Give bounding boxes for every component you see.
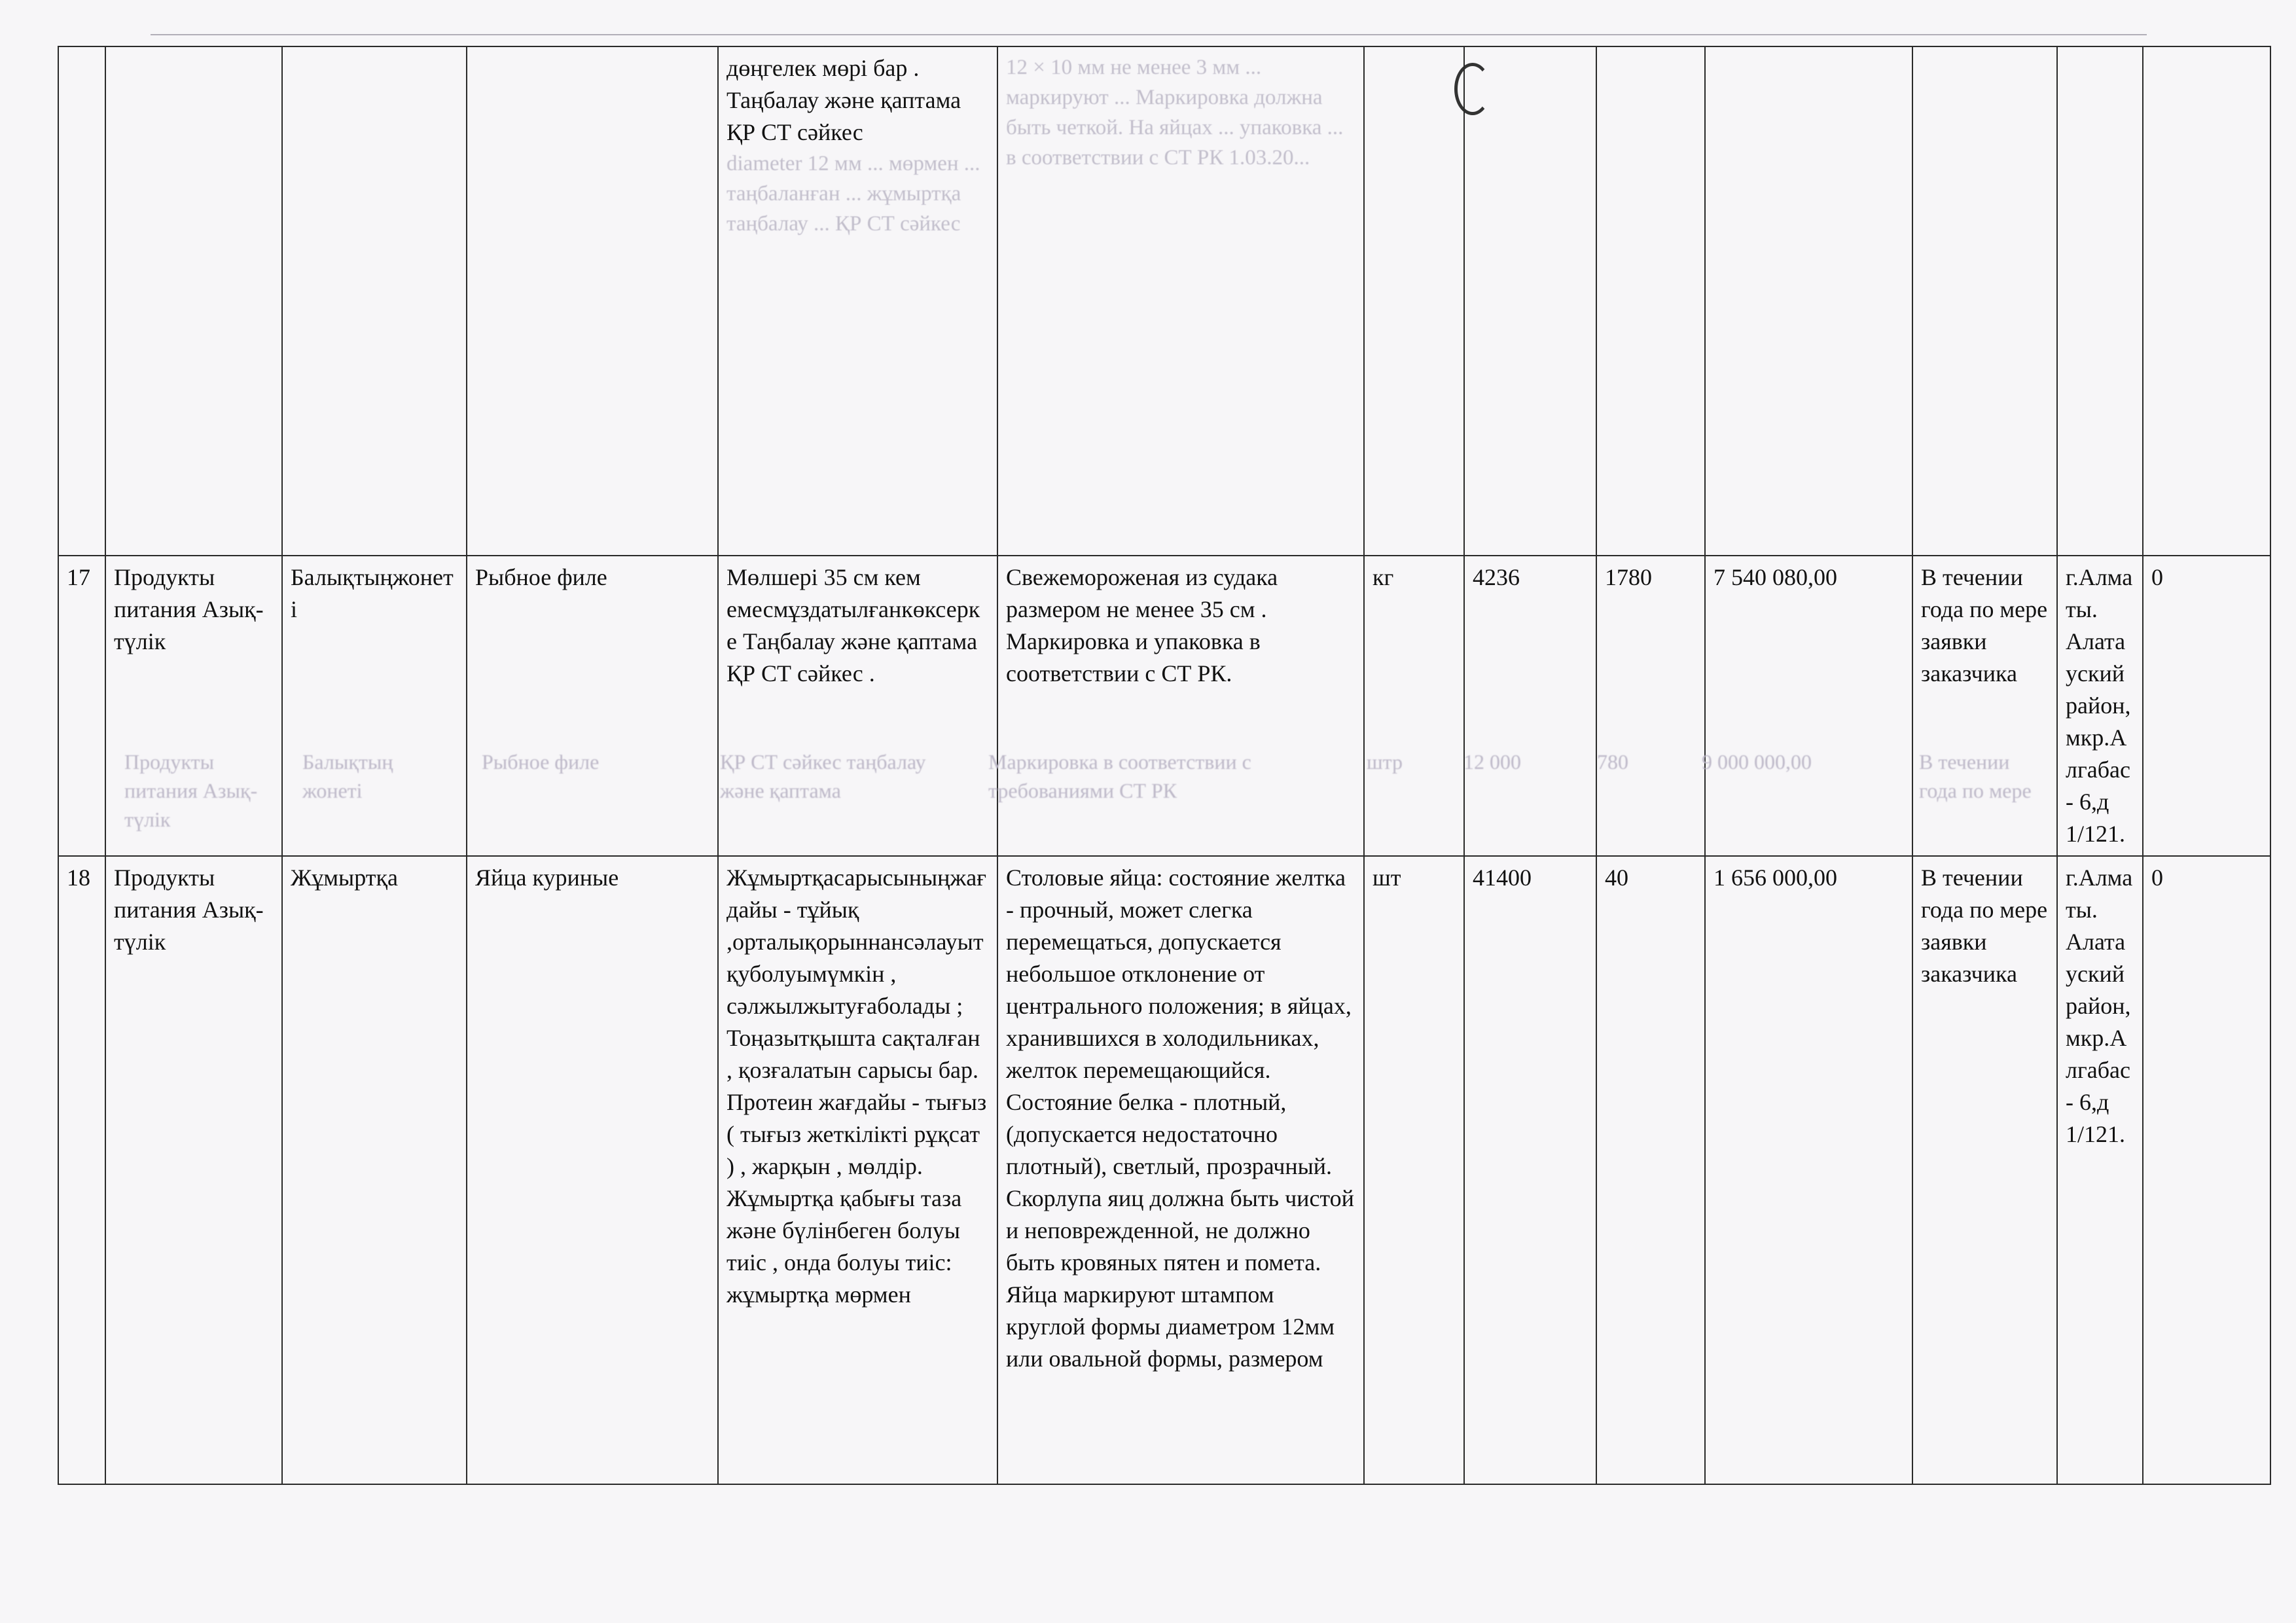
ghost-name-ru: Рыбное филе [482, 750, 600, 774]
cell-name-kz [282, 46, 467, 556]
ghost-unit: штр [1367, 750, 1403, 774]
cell-desc-ru: Столовые яйца: состояние желтка - прочный, может слегка перемещаться, допускается небольшое отклонение от центрального положения; в яйцах, хранившихся в холодильниках, желток перемещающийся. Состояние белка - плотный, (допускается недостаточно плотный), светлый, прозрачный. Скорлупа яиц должна быть чистой и неповрежденной, не должно быть кровяных пятен и помета. Яйца маркируют штампом круглой формы диаметром 12мм или овальной формы, размером [997, 856, 1364, 1484]
desc-kz-bleed-through: diameter 12 мм ... мөрмен ... таңбаланған ... жұмыртқа таңбалау ... ҚР СТ сәйкес [726, 152, 980, 236]
cell-num [58, 46, 105, 556]
cell-desc-kz [718, 46, 997, 556]
name-kz-text: Жұмыртқа [291, 865, 398, 891]
cell-unit [1364, 46, 1464, 556]
cell-category: Продукты питания Азық-түлік [105, 556, 282, 856]
ghost-term: В течении года по мере [1919, 750, 2032, 802]
cell-sum: 7 540 080,00 [1705, 556, 1912, 856]
cell-desc-kz: Мөлшері 35 см кем емесмұздатылғанкөксерке Таңбалау және қаптама ҚР СТ сәйкес . [718, 556, 997, 856]
cell-desc-kz: Жұмыртқасарысыныңжағдайы - тұйық ,орталықорыннансәлауытқуболуымүмкін , сәлжылжытуғаболады ; Тоңазытқышта сақталған , қозғалатын сарысы бар. Протеин жағдайы - тығыз ( тығыз жеткілікті рұқсат ) , жарқын , мөлдір. Жұмыртқа қабығы таза және бүлінбеген болуы тиіс , онда болуы тиіс: жұмыртқа мөрмен [718, 856, 997, 1484]
cell-sum [1705, 46, 1912, 556]
cell-category [105, 46, 282, 556]
cell-desc-ru [997, 46, 1364, 556]
specification-table [58, 46, 2271, 1485]
ghost-name-kz: Балықтың жонеті [302, 750, 393, 802]
ghost-category: Продукты питания Азық-түлік [124, 750, 258, 831]
cell-qty: 41400 [1464, 856, 1596, 1484]
cell-term [1912, 46, 2057, 556]
cell-advance [2143, 46, 2270, 556]
cell-name-kz [282, 856, 467, 1484]
cell-name-ru [467, 46, 718, 556]
cell-qty [1464, 46, 1596, 556]
desc-kz-continued: дөңгелек мөрі бар . Таңбалау және қаптама ҚР СТ сәйкес [726, 55, 961, 145]
cell-name-ru: Рыбное филе [467, 556, 718, 856]
cell-sum: 1 656 000,00 [1705, 856, 1912, 1484]
ghost-sum: 9 000 000,00 [1702, 750, 1812, 774]
cell-term: В течении года по мере заявки заказчика [1912, 856, 2057, 1484]
table-row-continuation [58, 46, 2270, 556]
cell-num: 18 [58, 856, 105, 1484]
ghost-price: 780 [1597, 750, 1628, 774]
cell-category: Продукты питания Азық-түлік [105, 856, 282, 1484]
cell-unit: кг [1364, 556, 1464, 856]
cell-place: г.Алматы. Алатауский район, мкр.Алгабас - 6,д 1/121. [2057, 556, 2143, 856]
cell-price: 1780 [1596, 556, 1705, 856]
table-row-18 [58, 856, 2270, 1484]
cell-price [1596, 46, 1705, 556]
ghost-desc-kz: ҚР СТ сәйкес таңбалау және қаптама [720, 750, 926, 802]
page-top-line [151, 34, 2147, 35]
cell-price: 40 [1596, 856, 1705, 1484]
cell-place: г.Алматы. Алатауский район, мкр.Алгабас - 6,д 1/121. [2057, 856, 2143, 1484]
ghost-qty: 12 000 [1463, 750, 1521, 774]
cell-unit: шт [1364, 856, 1464, 1484]
cell-desc-ru: Свежемороженая из судака размером не менее 35 см . Маркировка и упаковка в соответствии с СТ РК. [997, 556, 1364, 856]
cell-name-ru: Яйца куриные [467, 856, 718, 1484]
ghost-desc-ru: Маркировка в соответствии с требованиями СТ РК [988, 750, 1251, 802]
cell-term: В течении года по мере заявки заказчика [1912, 556, 2057, 856]
cell-name-kz: Балықтыңжонеті [282, 556, 467, 856]
cell-qty: 4236 [1464, 556, 1596, 856]
cell-place [2057, 46, 2143, 556]
desc-ru-bleed-through: 12 × 10 мм не менее 3 мм ... маркируют ... Маркировка должна быть четкой. На яйцах ... упаковка ... в соответствии с СТ РК 1.03.20... [1006, 56, 1344, 169]
table-row-17 [58, 556, 2270, 856]
cell-advance: 0 [2143, 556, 2270, 856]
cell-num: 17 [58, 556, 105, 856]
cell-advance: 0 [2143, 856, 2270, 1484]
